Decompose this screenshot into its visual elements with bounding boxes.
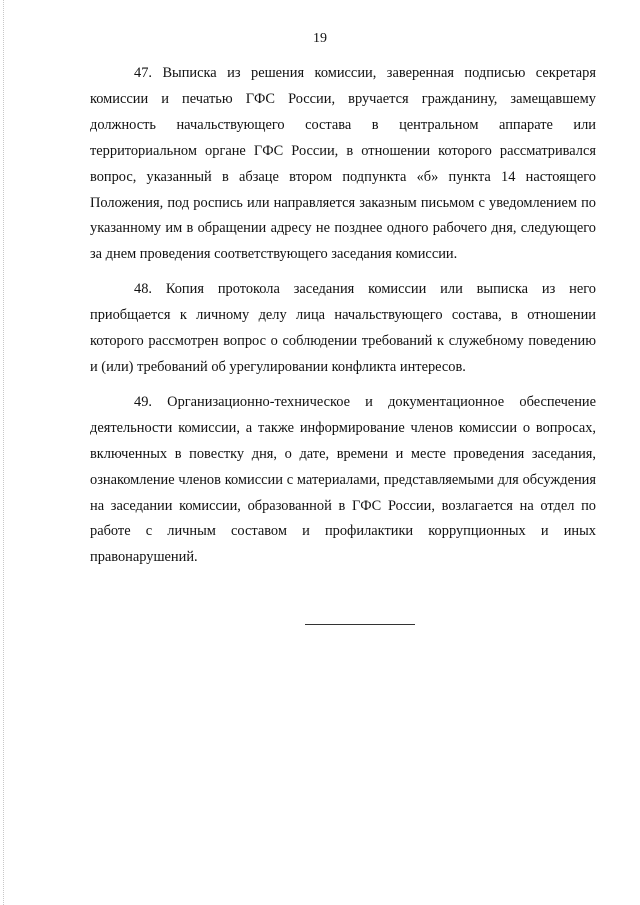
scan-edge-line <box>3 0 4 905</box>
end-of-text-rule <box>305 624 415 625</box>
paragraph-48: 48. Копия протокола заседания комиссии или выписка из него приобщается к личному делу лица начальствующего состава, в отношении которого рассмотрен вопрос о соблюдении требований к служебному поведению и (или) требований об урегулировании конфликта интересов. <box>90 281 596 375</box>
paragraph-47: 47. Выписка из решения комиссии, заверенная подписью секретаря комиссии и печатью ГФС России, вручается гражданину, замещавшему должность начальствующего состава в центральном аппарате или территориальном органе ГФС России, в отношении которого рассматривался вопрос, указанный в абзаце втором подпункта «б» пункта 14 настоящего Положения, под роспись или направляется заказным письмом с уведомлением по указанному им в обращении адресу не позднее одного рабочего дня, следующего за днем проведения соответствующего заседания комиссии. <box>90 65 596 263</box>
document-body <box>90 61 596 580</box>
paragraph-49: 49. Организационно-техническое и документационное обеспечение деятельности комиссии, а также информирование членов комиссии о вопросах, включенных в повестку дня, о дате, времени и месте проведения заседания, ознакомление членов комиссии с материалами, представляемыми для обсуждения на заседании комиссии, образованной в ГФС России, возлагается на отдел по работе с личным составом и профилактики коррупционных и иных правонарушений. <box>90 393 596 566</box>
page-number: 19 <box>313 31 327 46</box>
